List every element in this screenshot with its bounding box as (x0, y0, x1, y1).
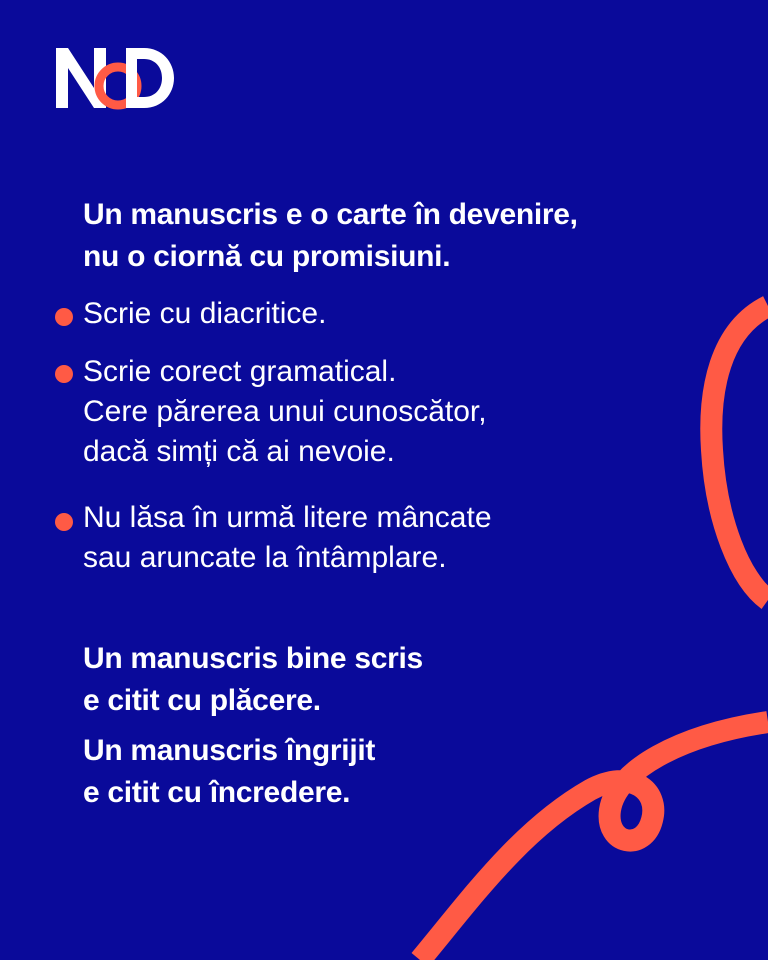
ribbon-arc-upper (711, 306, 768, 600)
bullet-dot-icon (55, 308, 73, 326)
closing-statement-2 (83, 730, 703, 814)
closing-2-line-2: e citit cu încredere. (83, 776, 351, 809)
bullet-item-letters (83, 498, 683, 578)
nod-logo (54, 46, 176, 110)
bullet-item-grammar (83, 352, 683, 472)
intro-line-2: nu o ciornă cu promisiuni. (83, 240, 451, 273)
closing-1-line-2: e citit cu plăcere. (83, 684, 321, 717)
bullet-text: Scrie corect gramatical. (83, 355, 397, 388)
closing-2-line-1: Un manuscris îngrijit (83, 734, 376, 767)
bullet-text: Scrie cu diacritice. (83, 297, 327, 330)
closing-statement-1 (83, 638, 703, 722)
bullet-dot-icon (55, 365, 73, 383)
intro-headline (83, 194, 703, 278)
closing-1-line-1: Un manuscris bine scris (83, 642, 423, 675)
bullet-text: Nu lăsa în urmă litere mâncate (83, 501, 492, 534)
bullet-text: Cere părerea unui cunoscător, (83, 395, 487, 428)
bullet-item-diacritics (83, 294, 683, 334)
bullet-text: sau aruncate la întâmplare. (83, 541, 447, 574)
bullet-text: dacă simți că ai nevoie. (83, 435, 395, 468)
bullet-dot-icon (55, 513, 73, 531)
intro-line-1: Un manuscris e o carte în devenire, (83, 198, 578, 231)
